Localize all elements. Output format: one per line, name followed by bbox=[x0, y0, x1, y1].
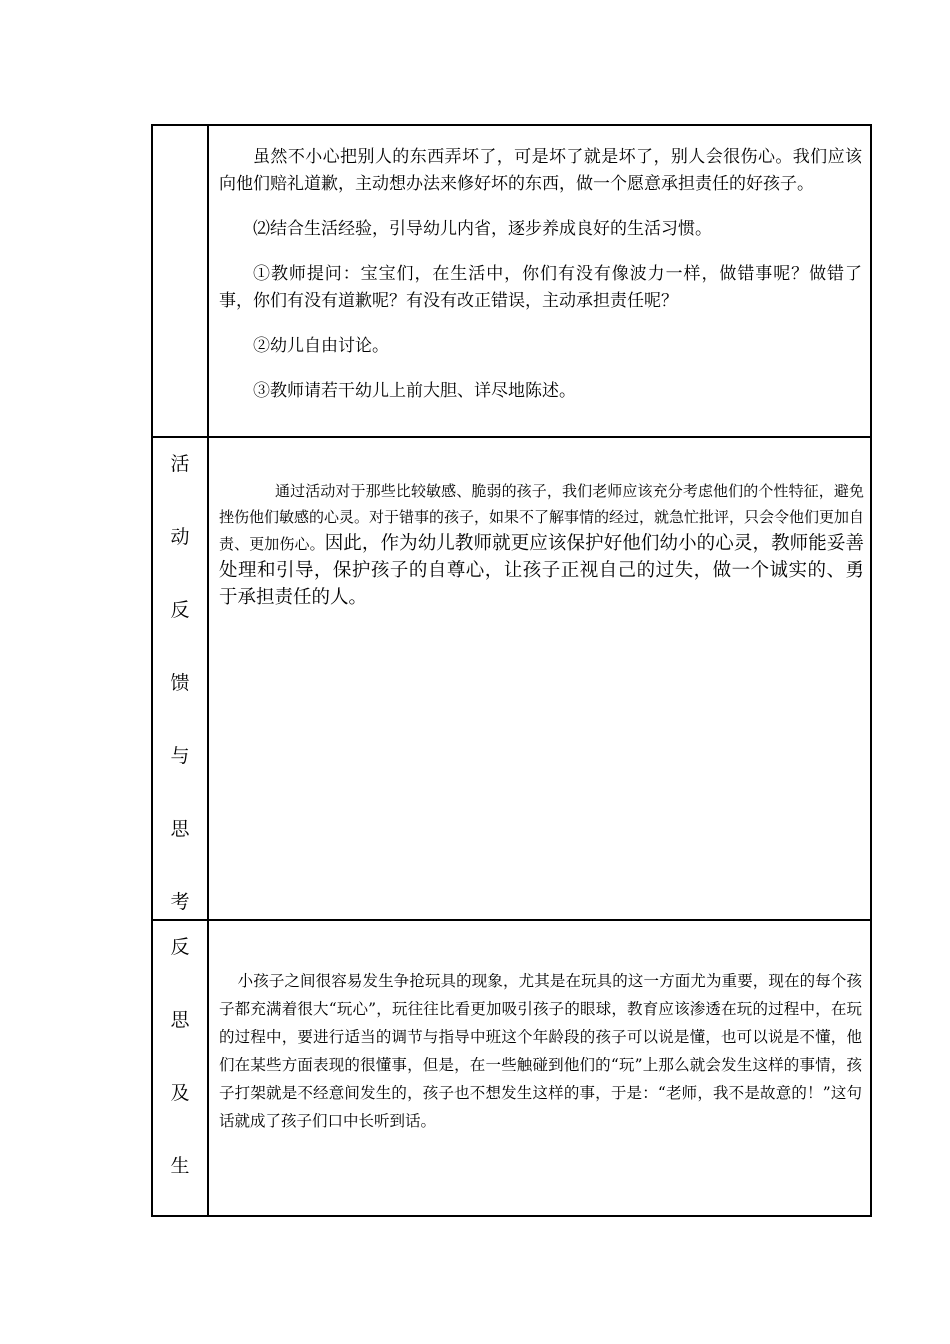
activity-content-cell bbox=[208, 125, 871, 437]
reflection-paragraph: 小孩子之间很容易发生争抢玩具的现象，尤其是在玩具的这一方面尤为重要，现在的每个孩子都充满着很大“玩心”，玩往往比看更加吸引孩子的眼球，教育应该渗透在玩的过程中，在玩的过程中，要进行适当的调节与指导中班这个年龄段的孩子可以说是懂，也可以说是不懂，他们在某些方面表现的很懂事，但是，在一些触碰到他们的“玩”上那么就会发生这样的事情，孩子打架就是不经意间发生的，孩子也不想发生这样的事，于是：“老师，我不是故意的！”这句话就成了孩子们口中长听到话。 bbox=[219, 972, 862, 1130]
table-row-reflection bbox=[152, 920, 871, 1216]
row-label-empty bbox=[152, 125, 208, 437]
label-char: 动 bbox=[170, 526, 190, 548]
activity-paragraph: ②幼儿自由讨论。 bbox=[253, 336, 389, 356]
row-label-feedback bbox=[152, 437, 208, 920]
label-char: 及 bbox=[170, 1082, 190, 1104]
label-char: 生 bbox=[170, 1155, 190, 1177]
label-char: 活 bbox=[170, 453, 190, 475]
feedback-text-small: 通过活动对于那些比较敏感、脆弱的孩子，我们老师应该充分考虑他们的个性特征，避免挫伤他们敏感的心灵。对于错事的孩子，如果不了解事情的经过，就急忙批评，只会令他们更加自责、更加伤心。 bbox=[219, 482, 865, 553]
lesson-plan-table bbox=[151, 124, 872, 1217]
label-char: 思 bbox=[170, 1009, 190, 1031]
label-char: 与 bbox=[170, 745, 190, 767]
feedback-content-cell bbox=[208, 437, 871, 920]
label-char: 反 bbox=[170, 936, 190, 958]
activity-paragraph: ⑵结合生活经验，引导幼儿内省，逐步养成良好的生活习惯。 bbox=[253, 219, 712, 239]
reflection-content-cell bbox=[208, 920, 871, 1216]
activity-paragraph: ③教师请若干幼儿上前大胆、详尽地陈述。 bbox=[253, 381, 576, 401]
activity-paragraph: ①教师提问：宝宝们，在生活中，你们有没有像波力一样，做错事呢？做错了事，你们有没有道歉呢？有没有改正错误，主动承担责任呢？ bbox=[219, 264, 862, 311]
label-char: 思 bbox=[170, 818, 190, 840]
table-row-feedback bbox=[152, 437, 871, 920]
row-label-reflection bbox=[152, 920, 208, 1216]
table-row-activity-continued bbox=[152, 125, 871, 437]
feedback-paragraph bbox=[219, 478, 864, 611]
activity-paragraph: 虽然不小心把别人的东西弄坏了，可是坏了就是坏了，别人会很伤心。我们应该向他们赔礼道歉，主动想办法来修好坏的东西，做一个愿意承担责任的好孩子。 bbox=[219, 147, 862, 194]
label-char: 考 bbox=[170, 891, 190, 913]
label-char: 馈 bbox=[170, 672, 190, 694]
label-char: 反 bbox=[170, 599, 190, 621]
feedback-text-large: 因此，作为幼儿教师就更应该保护好他们幼小的心灵，教师能妥善处理和引导，保护孩子的自尊心，让孩子正视自己的过失，做一个诚实的、勇于承担责任的人。 bbox=[219, 533, 864, 608]
